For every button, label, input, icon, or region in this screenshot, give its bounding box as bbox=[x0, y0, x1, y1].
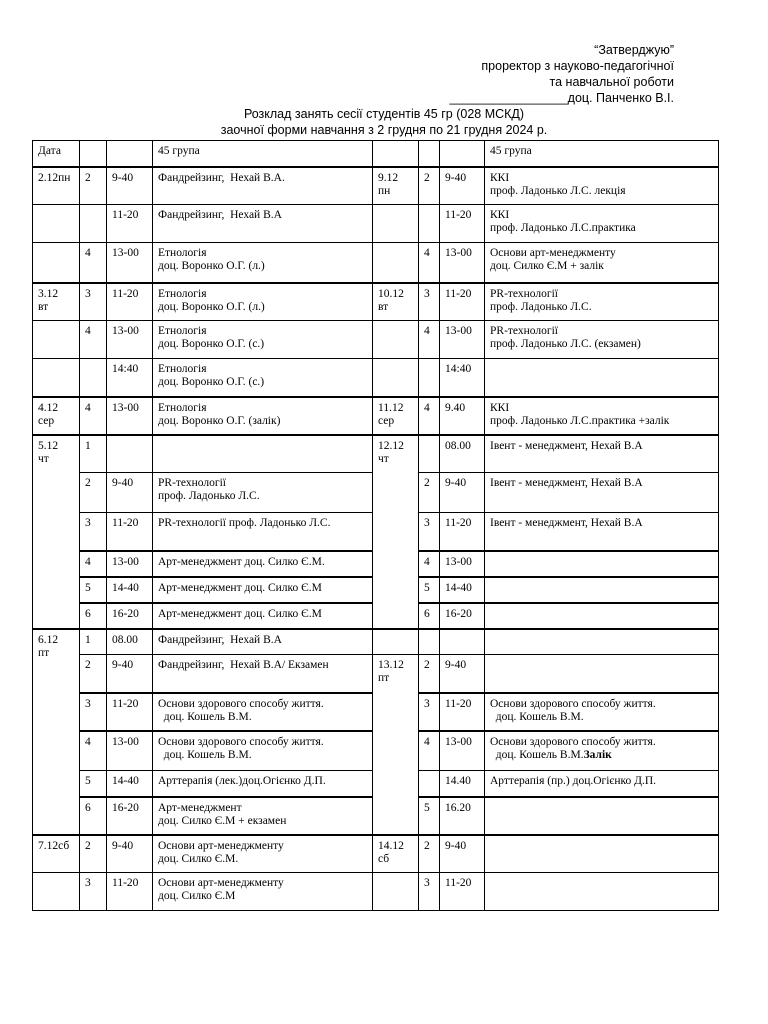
date-cell bbox=[33, 243, 80, 283]
subject-cell bbox=[153, 771, 373, 797]
subject-line: Основи здорового способу життя. bbox=[158, 697, 324, 710]
time-cell: 14:40 bbox=[107, 359, 153, 397]
subject-cell bbox=[153, 283, 373, 321]
subject-cell-right bbox=[485, 435, 719, 473]
time-cell-right: 08.00 bbox=[440, 435, 485, 473]
subject-line: Основи арт-менеджменту bbox=[490, 247, 616, 259]
date-cell bbox=[33, 397, 80, 435]
cell-line: пт bbox=[38, 646, 50, 659]
subject-line: Основи арт-менеджменту bbox=[158, 839, 284, 852]
subject-cell bbox=[153, 473, 373, 513]
subject-cell bbox=[153, 873, 373, 911]
schedule-title bbox=[0, 106, 768, 138]
subject-cell bbox=[153, 835, 373, 873]
pair-number-cell: 2 bbox=[80, 835, 107, 873]
time-cell-right: 9-40 bbox=[440, 655, 485, 693]
pair-number-cell: 3 bbox=[80, 873, 107, 911]
subject-line: PR-технології проф. Ладонько Л.С. bbox=[158, 517, 331, 529]
subject-cell bbox=[153, 205, 373, 243]
subject-cell-right bbox=[485, 731, 719, 771]
subject-line: ККІ bbox=[490, 171, 510, 184]
subject-bold: Залік bbox=[583, 748, 612, 761]
subject-cell-right bbox=[485, 693, 719, 731]
date-cell-right bbox=[373, 629, 419, 655]
subject-cell bbox=[153, 603, 373, 629]
subject-line: Івент - менеджмент, Нехай В.А bbox=[490, 517, 643, 529]
subject-line: проф. Ладонько Л.С. (екзамен) bbox=[490, 338, 641, 350]
table-row bbox=[33, 873, 719, 911]
cell-line: сб bbox=[378, 852, 390, 865]
pair-number-cell-right: 3 bbox=[419, 693, 440, 731]
time-cell: 11-20 bbox=[107, 873, 153, 911]
subject-line: доц. Воронко О.Г. (с.) bbox=[158, 376, 265, 388]
pair-number-cell: 5 bbox=[80, 577, 107, 603]
pair-number-cell: 6 bbox=[80, 603, 107, 629]
approval-line-3: та навчальної роботи bbox=[549, 75, 674, 89]
cell-line: чт bbox=[38, 452, 49, 465]
pair-number-cell: 2 bbox=[80, 655, 107, 693]
subject-line: PR-технології bbox=[490, 287, 558, 300]
subject-line: Етнологія bbox=[158, 247, 207, 259]
cell-line: 12.12 bbox=[378, 439, 404, 452]
cell-line: 3.12 bbox=[38, 287, 59, 300]
time-cell: 13-00 bbox=[107, 243, 153, 283]
subject-cell bbox=[153, 577, 373, 603]
subject-line: доц. Силко Є.М + залік bbox=[490, 260, 604, 272]
time-cell-right: 13-00 bbox=[440, 243, 485, 283]
header-time-right bbox=[440, 141, 485, 167]
subject-line: Основи здорового способу життя. bbox=[490, 735, 656, 748]
subject-cell-right bbox=[485, 513, 719, 551]
pair-number-cell bbox=[80, 359, 107, 397]
header-date-right bbox=[373, 141, 419, 167]
subject-line: Арттерапія (пр.) доц.Огієнко Д.П. bbox=[490, 775, 657, 787]
subject-cell bbox=[153, 731, 373, 771]
pair-number-cell: 4 bbox=[80, 731, 107, 771]
subject-cell-right bbox=[485, 205, 719, 243]
time-cell: 11-20 bbox=[107, 513, 153, 551]
time-cell: 9-40 bbox=[107, 167, 153, 205]
time-cell-right: 11-20 bbox=[440, 283, 485, 321]
subject-line: доц. Силко Є.М. bbox=[158, 852, 239, 865]
pair-number-cell: 1 bbox=[80, 435, 107, 473]
pair-number-cell-right: 2 bbox=[419, 835, 440, 873]
subject-line: Етнологія bbox=[158, 363, 207, 375]
subject-cell-right bbox=[485, 603, 719, 629]
subject-cell bbox=[153, 551, 373, 577]
cell-line: чт bbox=[378, 452, 389, 465]
subject-cell bbox=[153, 797, 373, 835]
subject-cell bbox=[153, 513, 373, 551]
pair-number-cell-right: 4 bbox=[419, 731, 440, 771]
cell-line: пт bbox=[378, 672, 390, 684]
date-cell-right bbox=[373, 321, 419, 359]
pair-number-cell: 4 bbox=[80, 321, 107, 359]
subject-line: Арттерапія (лек.)доц.Огієнко Д.П. bbox=[158, 775, 326, 787]
subject-line: Фандрейзинг, Нехай В.А bbox=[158, 633, 282, 646]
time-cell: 08.00 bbox=[107, 629, 153, 655]
table-row bbox=[33, 359, 719, 397]
subject-line: доц. Воронко О.Г. (л.) bbox=[158, 300, 265, 313]
table-header-row bbox=[33, 141, 719, 167]
subject-line: доц. Воронко О.Г. (залік) bbox=[158, 414, 281, 427]
cell-line: вт bbox=[38, 300, 49, 313]
pair-number-cell-right: 3 bbox=[419, 873, 440, 911]
date-cell bbox=[33, 205, 80, 243]
date-cell-right bbox=[373, 205, 419, 243]
approval-line-1: “Затверджую” bbox=[594, 43, 674, 57]
pair-number-cell-right: 2 bbox=[419, 655, 440, 693]
pair-number-cell: 6 bbox=[80, 797, 107, 835]
title-line-1: Розклад занять сесії студентів 45 гр (028 МСКД) bbox=[243, 107, 525, 121]
time-cell: 11-20 bbox=[107, 693, 153, 731]
subject-line: проф. Ладонько Л.С. bbox=[490, 300, 592, 313]
table-row bbox=[33, 655, 719, 693]
subject-cell-right bbox=[485, 283, 719, 321]
subject-cell-right bbox=[485, 577, 719, 603]
cell-line: 11.12 bbox=[378, 401, 404, 414]
subject-cell-right bbox=[485, 551, 719, 577]
subject-line: Фандрейзинг, Нехай В.А. bbox=[158, 171, 285, 184]
time-cell-right: 11-20 bbox=[440, 873, 485, 911]
date-cell-right bbox=[373, 655, 419, 835]
date-cell bbox=[33, 167, 80, 205]
subject-cell-right bbox=[485, 771, 719, 797]
subject-line: доц. Силко Є.М + екзамен bbox=[158, 814, 287, 827]
subject-line: доц. Кошель В.М. bbox=[158, 748, 252, 761]
subject-line: проф. Ладонько Л.С.практика +залік bbox=[490, 414, 670, 427]
header-group-left: 45 група bbox=[153, 141, 373, 167]
subject-cell bbox=[153, 243, 373, 283]
subject-cell bbox=[153, 397, 373, 435]
subject-cell bbox=[153, 655, 373, 693]
subject-line: PR-технології bbox=[490, 325, 558, 337]
pair-number-cell-right: 2 bbox=[419, 473, 440, 513]
subject-line: Арт-менеджмент доц. Силко Є.М. bbox=[158, 555, 325, 568]
table-row bbox=[33, 397, 719, 435]
time-cell: 13-00 bbox=[107, 551, 153, 577]
time-cell-right: 13-00 bbox=[440, 731, 485, 771]
subject-cell-right bbox=[485, 167, 719, 205]
date-cell-right bbox=[373, 243, 419, 283]
time-cell-right: 9-40 bbox=[440, 473, 485, 513]
time-cell: 16-20 bbox=[107, 797, 153, 835]
title-line-2: заочної форми навчання з 2 грудня по 21 грудня 2024 р. bbox=[220, 123, 548, 137]
subject-cell-right bbox=[485, 473, 719, 513]
pair-number-cell-right bbox=[419, 435, 440, 473]
table-row bbox=[33, 167, 719, 205]
date-cell bbox=[33, 873, 80, 911]
pair-number-cell-right: 4 bbox=[419, 321, 440, 359]
pair-number-cell-right: 2 bbox=[419, 167, 440, 205]
subject-line: Основи здорового способу життя. bbox=[490, 697, 656, 710]
pair-number-cell: 4 bbox=[80, 243, 107, 283]
subject-line: Арт-менеджмент доц. Силко Є.М bbox=[158, 607, 322, 620]
subject-line: Івент - менеджмент, Нехай В.А bbox=[490, 477, 643, 489]
table-row bbox=[33, 435, 719, 473]
subject-cell-right bbox=[485, 629, 719, 655]
pair-number-cell-right bbox=[419, 205, 440, 243]
pair-number-cell-right: 4 bbox=[419, 551, 440, 577]
subject-cell-right bbox=[485, 397, 719, 435]
date-cell bbox=[33, 359, 80, 397]
pair-number-cell: 2 bbox=[80, 167, 107, 205]
cell-line: 14.12 bbox=[378, 839, 404, 852]
subject-line: доц. Кошель В.М.Залік bbox=[490, 748, 612, 761]
subject-cell-right bbox=[485, 243, 719, 283]
pair-number-cell-right: 3 bbox=[419, 283, 440, 321]
cell-line: 5.12 bbox=[38, 439, 59, 452]
pair-number-cell: 3 bbox=[80, 513, 107, 551]
time-cell: 13-00 bbox=[107, 731, 153, 771]
subject-line: ККІ bbox=[490, 401, 510, 414]
time-cell-right: 11-20 bbox=[440, 205, 485, 243]
date-cell-right bbox=[373, 873, 419, 911]
time-cell-right: 9.40 bbox=[440, 397, 485, 435]
date-cell-right bbox=[373, 835, 419, 873]
pair-number-cell-right: 5 bbox=[419, 577, 440, 603]
date-cell bbox=[33, 835, 80, 873]
cell-line: 13.12 bbox=[378, 659, 404, 671]
subject-line: проф. Ладонько Л.С.практика bbox=[490, 222, 636, 234]
cell-line: вт bbox=[378, 300, 389, 313]
time-cell: 14-40 bbox=[107, 577, 153, 603]
subject-line: Івент - менеджмент, Нехай В.А bbox=[490, 439, 643, 452]
approval-block bbox=[449, 42, 674, 106]
subject-line: Етнологія bbox=[158, 401, 207, 414]
subject-line: Основи здорового способу життя. bbox=[158, 735, 324, 748]
pair-number-cell bbox=[80, 205, 107, 243]
subject-line: Етнологія bbox=[158, 325, 207, 337]
date-cell-right bbox=[373, 397, 419, 435]
header-pair-right bbox=[419, 141, 440, 167]
subject-line: доц. Силко Є.М bbox=[158, 890, 236, 902]
date-cell bbox=[33, 435, 80, 629]
time-cell: 16-20 bbox=[107, 603, 153, 629]
date-cell bbox=[33, 283, 80, 321]
table-row bbox=[33, 835, 719, 873]
cell-line: пн bbox=[378, 184, 391, 197]
cell-line: 10.12 bbox=[378, 287, 404, 300]
subject-cell bbox=[153, 359, 373, 397]
header-pair bbox=[80, 141, 107, 167]
pair-number-cell: 4 bbox=[80, 551, 107, 577]
pair-number-cell: 3 bbox=[80, 693, 107, 731]
subject-line: проф. Ладонько Л.С. лекція bbox=[490, 184, 626, 197]
subject-cell bbox=[153, 167, 373, 205]
subject-line: Етнологія bbox=[158, 287, 207, 300]
date-cell-right bbox=[373, 359, 419, 397]
pair-number-cell-right bbox=[419, 771, 440, 797]
pair-number-cell-right: 4 bbox=[419, 397, 440, 435]
subject-cell-right bbox=[485, 797, 719, 835]
time-cell-right: 16.20 bbox=[440, 797, 485, 835]
date-cell-right bbox=[373, 283, 419, 321]
time-cell: 11-20 bbox=[107, 205, 153, 243]
subject-line: доц. Воронко О.Г. (л.) bbox=[158, 260, 265, 272]
table-row bbox=[33, 205, 719, 243]
subject-line: доц. Воронко О.Г. (с.) bbox=[158, 338, 265, 350]
pair-number-cell: 3 bbox=[80, 283, 107, 321]
pair-number-cell-right: 4 bbox=[419, 243, 440, 283]
time-cell: 11-20 bbox=[107, 283, 153, 321]
table-row bbox=[33, 283, 719, 321]
table-row bbox=[33, 321, 719, 359]
pair-number-cell: 5 bbox=[80, 771, 107, 797]
subject-line: Арт-менеджмент доц. Силко Є.М bbox=[158, 581, 322, 594]
cell-line: 2.12пн bbox=[38, 171, 71, 184]
subject-line: Основи арт-менеджменту bbox=[158, 877, 284, 889]
time-cell-right bbox=[440, 629, 485, 655]
pair-number-cell-right: 6 bbox=[419, 603, 440, 629]
pair-number-cell-right: 5 bbox=[419, 797, 440, 835]
header-group-right: 45 група bbox=[485, 141, 719, 167]
time-cell-right: 9-40 bbox=[440, 835, 485, 873]
header-time bbox=[107, 141, 153, 167]
time-cell-right: 16-20 bbox=[440, 603, 485, 629]
cell-line: сер bbox=[38, 414, 55, 427]
time-cell-right: 13-00 bbox=[440, 321, 485, 359]
approval-line-2: проректор з науково-педагогічної bbox=[481, 59, 674, 73]
header-date: Дата bbox=[33, 141, 80, 167]
pair-number-cell: 2 bbox=[80, 473, 107, 513]
subject-cell-right bbox=[485, 321, 719, 359]
cell-line: 4.12 bbox=[38, 401, 59, 414]
date-cell bbox=[33, 629, 80, 835]
approval-line-4: _________________доц. Панченко В.І. bbox=[449, 91, 674, 105]
subject-cell bbox=[153, 321, 373, 359]
schedule-table bbox=[32, 140, 719, 911]
time-cell-right: 14.40 bbox=[440, 771, 485, 797]
subject-cell-right bbox=[485, 655, 719, 693]
time-cell-right: 14:40 bbox=[440, 359, 485, 397]
pair-number-cell: 1 bbox=[80, 629, 107, 655]
subject-line: проф. Ладонько Л.С. bbox=[158, 490, 260, 502]
subject-cell bbox=[153, 629, 373, 655]
subject-line: PR-технології bbox=[158, 477, 226, 489]
subject-cell bbox=[153, 435, 373, 473]
time-cell: 14-40 bbox=[107, 771, 153, 797]
time-cell bbox=[107, 435, 153, 473]
subject-cell-right bbox=[485, 835, 719, 873]
subject-line: доц. Кошель В.М. bbox=[490, 710, 584, 723]
time-cell-right: 11-20 bbox=[440, 513, 485, 551]
subject-line: Фандрейзинг, Нехай В.А bbox=[158, 209, 282, 221]
time-cell: 13-00 bbox=[107, 321, 153, 359]
subject-line: Фандрейзинг, Нехай В.А/ Екзамен bbox=[158, 659, 329, 671]
subject-cell bbox=[153, 693, 373, 731]
time-cell: 9-40 bbox=[107, 473, 153, 513]
table-row bbox=[33, 243, 719, 283]
time-cell: 9-40 bbox=[107, 835, 153, 873]
date-cell-right bbox=[373, 435, 419, 629]
cell-line: 6.12 bbox=[38, 633, 59, 646]
cell-line: 9.12 bbox=[378, 171, 399, 184]
subject-line: ККІ bbox=[490, 209, 510, 221]
pair-number-cell-right bbox=[419, 359, 440, 397]
time-cell: 9-40 bbox=[107, 655, 153, 693]
time-cell-right: 9-40 bbox=[440, 167, 485, 205]
cell-line: сер bbox=[378, 414, 395, 427]
time-cell-right: 14-40 bbox=[440, 577, 485, 603]
pair-number-cell-right: 3 bbox=[419, 513, 440, 551]
subject-cell-right bbox=[485, 873, 719, 911]
date-cell bbox=[33, 321, 80, 359]
time-cell-right: 13-00 bbox=[440, 551, 485, 577]
cell-line: 7.12сб bbox=[38, 839, 70, 852]
subject-cell-right bbox=[485, 359, 719, 397]
pair-number-cell: 4 bbox=[80, 397, 107, 435]
time-cell-right: 11-20 bbox=[440, 693, 485, 731]
date-cell-right bbox=[373, 167, 419, 205]
pair-number-cell-right bbox=[419, 629, 440, 655]
subject-line: доц. Кошель В.М. bbox=[158, 710, 252, 723]
time-cell: 13-00 bbox=[107, 397, 153, 435]
table-row bbox=[33, 629, 719, 655]
subject-line: Арт-менеджмент bbox=[158, 801, 242, 814]
